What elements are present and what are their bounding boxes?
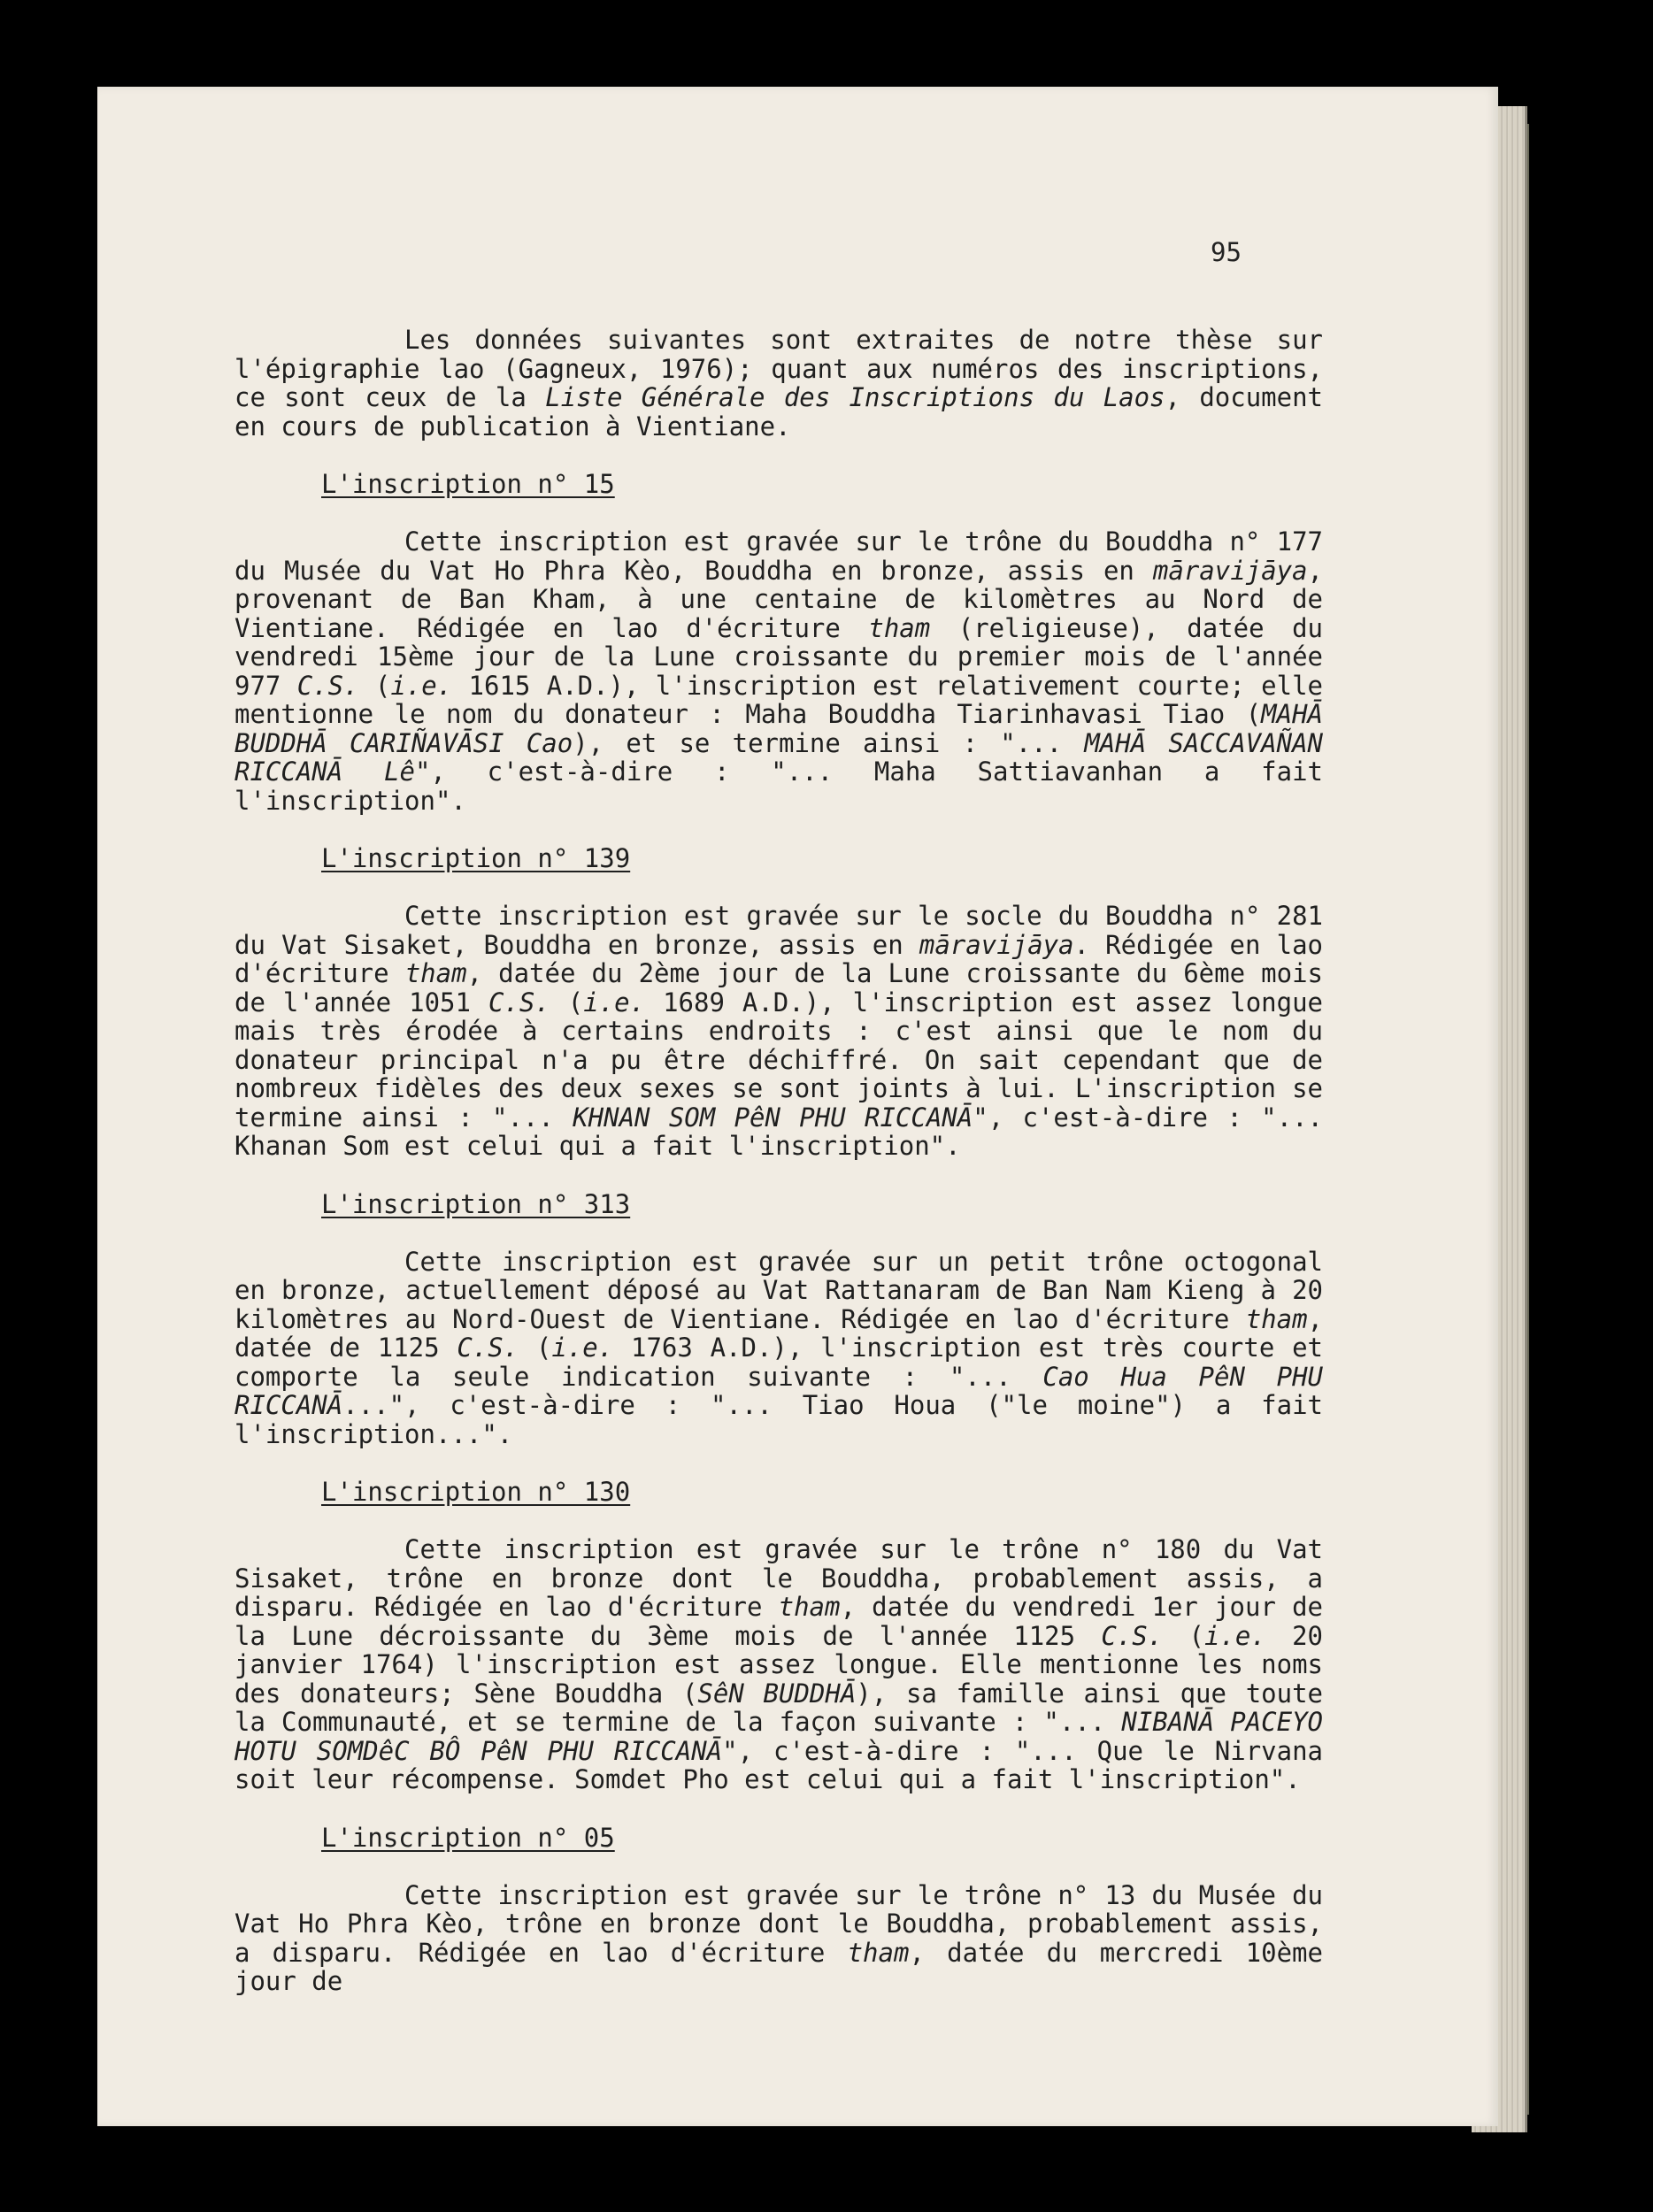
section-heading: L'inscription n° 130 [321,1477,631,1507]
section-paragraph: Cette inscription est gravée sur le trône du Bouddha n° 177 du Musée du Vat Ho Phra Kèo, Bouddha en bronze, assis en māravijāya, provenant de Ban Kham, à une centaine de kilomètres au Nord de Vientiane. Rédigée en lao d'écriture tham (religieuse), datée du vendredi 15ème jour de la Lune croissante du premier mois de l'année 977 C.S. (i.e. 1615 A.D.), l'inscription est relativement courte; elle mentionne le nom du donateur : Maha Bouddha Tiarinhavasi Tiao (MAHĀ BUDDHĀ CARIÑAVĀSI Cao), et se termine ainsi : "... MAHĀ SACCAVAÑAN RICCANĀ Lê", c'est-à-dire : "... Maha Sattiavanhan a fait l'inscription". [234,526,1324,816]
section-heading: L'inscription n° 05 [321,1822,615,1853]
section-heading: L'inscription n° 139 [321,843,631,873]
section-paragraph: Cette inscription est gravée sur le socle du Bouddha n° 281 du Vat Sisaket, Bouddha en bronze, assis en māravijāya. Rédigée en lao d'écriture tham, datée du 2ème jour de la Lune croissante du 6ème mois de l'année 1051 C.S. (i.e. 1689 A.D.), l'inscription est assez longue mais très érodée à certains endroits : c'est ainsi que le nom du donateur principal n'a pu être déchiffré. On sait cependant que de nombreux fidèles des deux sexes se sont joints à lui. L'inscription se termine ainsi : "... KHNAN SOM PêN PHU RICCANĀ", c'est-à-dire : "... Khanan Som est celui qui a fait l'inscription". [234,901,1323,1161]
section-heading: L'inscription n° 15 [321,469,615,499]
section-paragraph: Cette inscription est gravée sur un petit trône octogonal en bronze, actuellement déposé au Vat Rattanaram de Ban Nam Kieng à 20 kilomètres au Nord-Ouest de Vientiane. Rédigée en lao d'écriture tham, datée de 1125 C.S. (i.e. 1763 A.D.), l'inscription est très courte et comporte la seule indication suivante : "... Cao Hua PêN PHU RICCANĀ...", c'est-à-dire : "... Tiao Houa ("le moine") a fait l'inscription...". [234,1246,1323,1449]
page-body [234,326,1323,1996]
intro-paragraph [234,326,1323,441]
intro-text-end: , document en cours de publication à Vientiane. [234,382,1323,442]
intro-title: Liste Générale des Inscriptions du Laos [545,382,1165,412]
section-paragraph: Cette inscription est gravée sur le trône n° 13 du Musée du Vat Ho Phra Kèo, trône en bronze dont le Bouddha, probablement assis, a disparu. Rédigée en lao d'écriture tham, datée du mercredi 10ème jour de [234,1879,1323,1996]
page-number: 95 [1211,237,1242,267]
intro-text: Les données suivantes sont extraites de notre thèse sur l'épigraphie lao (Gagneux, 1976); quant aux numéros des inscriptions, ce sont ceux de la [234,325,1323,412]
section-paragraph: Cette inscription est gravée sur le trône n° 180 du Vat Sisaket, trône en bronze dont le Bouddha, probablement assis, a disparu. Rédigée en lao d'écriture tham, datée du vendredi 1er jour de la Lune décroissante du 3ème mois de l'année 1125 C.S. (i.e. 20 janvier 1764) l'inscription est assez longue. Elle mentionne les noms des donateurs; Sène Bouddha (SêN BUDDHĀ), sa famille ainsi que toute la Communauté, et se termine de la façon suivante : "... NIBANĀ PACEYO HOTU SOMDêC BÔ PêN PHU RICCANĀ", c'est-à-dire : "... Que le Nirvana soit leur récompense. Somdet Pho est celui qui a fait l'inscription". [234,1534,1323,1794]
section-heading: L'inscription n° 313 [321,1188,631,1219]
